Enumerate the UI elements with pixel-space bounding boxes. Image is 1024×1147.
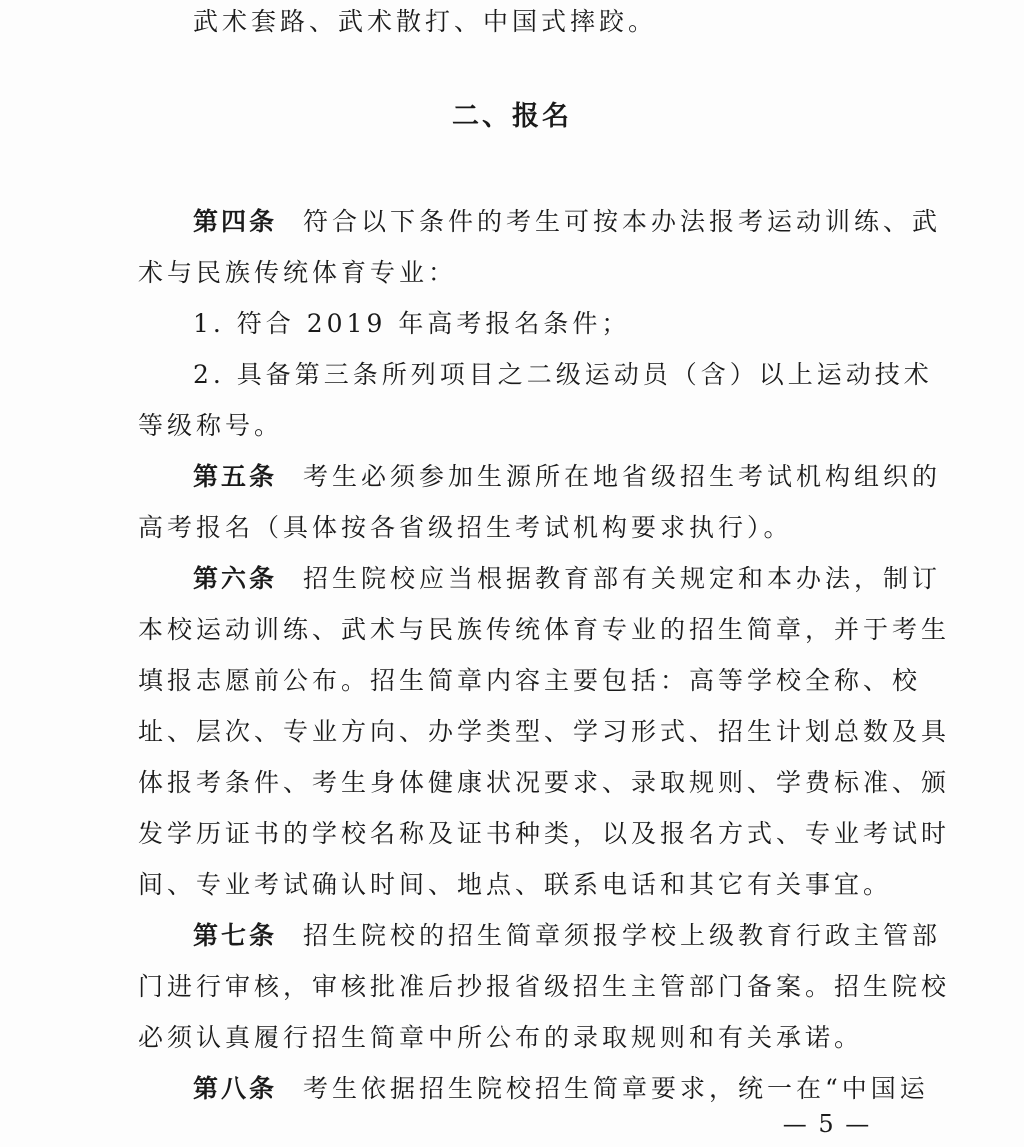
article-6-line-6: 发学历证书的学校名称及证书种类，以及报名方式、专业考试时 (138, 819, 951, 848)
article-6-label: 第六条 (193, 564, 278, 593)
article-5-line-2: 高考报名（具体按各省级招生考试机构要求执行）。 (138, 513, 793, 542)
article-7-label: 第七条 (193, 921, 278, 950)
article-6-line-5: 体报考条件、考生身体健康状况要求、录取规则、学费标准、颁 (138, 768, 951, 797)
article-4-item-2-line-2: 等级称号。 (138, 411, 284, 440)
article-6-line-2: 本校运动训练、武术与民族传统体育专业的招生简章，并于考生 (138, 615, 951, 644)
article-8-line-1: 第八条 考生依据招生院校招生简章要求，统一在“中国运 (193, 1074, 929, 1103)
article-4-line-1: 第四条 符合以下条件的考生可按本办法报考运动训练、武 (193, 207, 942, 236)
article-6-line-3: 填报志愿前公布。招生简章内容主要包括：高等学校全称、校 (138, 666, 922, 695)
article-5-label: 第五条 (193, 462, 278, 491)
article-6-line-4: 址、层次、专业方向、办学类型、学习形式、招生计划总数及具 (138, 717, 951, 746)
article-4-line-2: 术与民族传统体育专业： (138, 258, 458, 287)
article-6-line-7: 间、专业考试确认时间、地点、联系电话和其它有关事宜。 (138, 870, 893, 899)
article-7-line-1: 第七条 招生院校的招生简章须报学校上级教育行政主管部 (193, 921, 942, 950)
article-4-label: 第四条 (193, 207, 278, 236)
page-number: — 5 — (782, 1110, 872, 1138)
article-8-label: 第八条 (193, 1074, 278, 1103)
article-7-line-2: 门进行审核，审核批准后抄报省级招生主管部门备案。招生院校 (138, 972, 951, 1001)
article-7-line-3: 必须认真履行招生简章中所公布的录取规则和有关承诺。 (138, 1023, 864, 1052)
articles-body (138, 196, 951, 1114)
article-4-item-1: 1. 符合 2019 年高考报名条件； (193, 309, 631, 338)
intro-line: 武术套路、武术散打、中国式摔跤。 (193, 7, 658, 36)
article-4-item-2-line-1: 2. 具备第三条所列项目之二级运动员（含）以上运动技术 (193, 360, 933, 389)
article-5-line-1: 第五条 考生必须参加生源所在地省级招生考试机构组织的 (193, 462, 942, 491)
section-heading: 二、报名 (452, 101, 572, 132)
article-6-line-1: 第六条 招生院校应当根据教育部有关规定和本办法，制订 (193, 564, 942, 593)
